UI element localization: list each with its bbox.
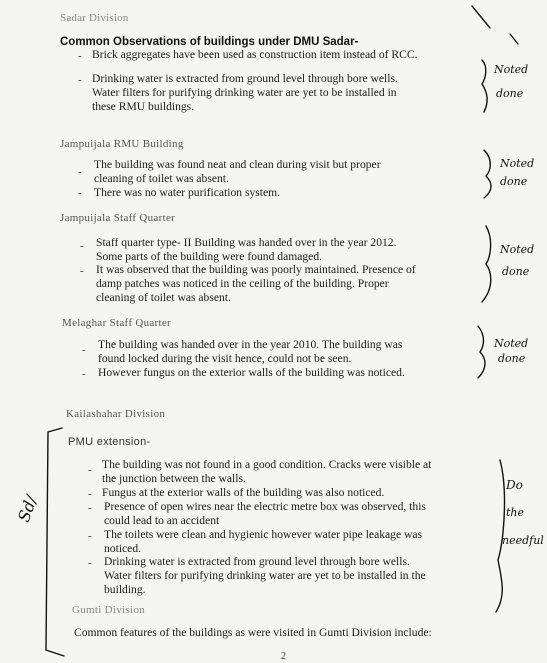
pmu-line-2: the junction between the walls. <box>102 472 246 485</box>
jampuijala-staff-heading: Jampuijala Staff Quarter <box>60 212 176 224</box>
sadar-division-heading: Sadar Division <box>60 12 129 24</box>
sadar-line-4: these RMU buildings. <box>92 100 195 113</box>
handwritten-do: Do <box>506 478 523 492</box>
bullet-dash: - <box>78 74 82 86</box>
pmu-line-3: Fungus at the exterior walls of the building was also noticed. <box>102 486 385 499</box>
bullet-dash: - <box>82 368 86 380</box>
bullet-dash: - <box>82 344 86 356</box>
pmu-line-7: noticed. <box>104 542 142 555</box>
brace-mark <box>482 60 487 112</box>
gumti-division-heading: Gumti Division <box>72 604 145 616</box>
handwritten-done: done <box>502 265 530 278</box>
handwritten-needful: needful <box>502 534 544 547</box>
sadar-line-1: Brick aggregates have been used as construction item instead of RCC. <box>92 48 418 61</box>
bullet-dash: - <box>78 187 82 199</box>
melaghar-line-3: However fungus on the exterior walls of the building was noticed. <box>98 366 405 379</box>
sadar-line-2: Drinking water is extracted from ground level through bore wells. <box>92 72 398 85</box>
gumti-intro: Common features of the buildings as were visited in Gumti Division include: <box>74 626 432 639</box>
pmu-line-8: Drinking water is extracted from ground level through bore wells. <box>104 555 410 568</box>
brace-mark <box>482 226 491 302</box>
jampuijala-staff-line-4: damp patches was noticed in the ceiling of the building. Proper <box>96 277 389 290</box>
handwritten-noted: Noted <box>500 157 535 170</box>
brace-mark <box>478 326 485 378</box>
pmu-line-4: Presence of open wires near the electric metre box was observed, this <box>104 500 426 513</box>
handwritten-noted: Noted <box>494 63 529 76</box>
pmu-extension-heading: PMU extension- <box>68 436 151 448</box>
handwritten-noted: Noted <box>494 337 529 350</box>
bullet-dash: - <box>80 240 84 252</box>
handwritten-margin-mark: Sd/ <box>14 493 41 525</box>
handwritten-noted: Noted <box>500 243 535 256</box>
bullet-dash: - <box>78 50 82 62</box>
tick-mark <box>472 6 490 28</box>
melaghar-line-1: The building was handed over in the year 2010. The building was <box>98 338 403 351</box>
jampuijala-rmu-line-1: The building was found neat and clean during visit but proper <box>94 158 381 171</box>
bullet-dash: - <box>78 166 82 178</box>
bullet-dash: - <box>88 530 92 542</box>
jampuijala-staff-line-2: Some parts of the building were found damaged. <box>96 250 323 263</box>
bracket-mark <box>46 428 64 656</box>
handwritten-done: done <box>500 175 528 188</box>
handwritten-the: the <box>506 506 525 519</box>
jampuijala-rmu-line-2: cleaning of toilet was absent. <box>94 172 229 185</box>
melaghar-staff-heading: Melaghar Staff Quarter <box>62 317 172 329</box>
bullet-dash: - <box>88 488 92 500</box>
handwritten-done: done <box>496 87 524 100</box>
pmu-line-9: Water filters for purifying drinking water are yet to be installed in the <box>104 569 426 582</box>
kailashahar-division-heading: Kailashahar Division <box>66 408 166 420</box>
handwritten-done: done <box>498 352 526 365</box>
jampuijala-staff-line-3: It was observed that the building was poorly maintained. Presence of <box>96 263 416 276</box>
bullet-dash: - <box>88 502 92 514</box>
brace-mark <box>484 150 491 198</box>
melaghar-line-2: found locked during the visit hence, could not be seen. <box>98 352 352 365</box>
jampuijala-rmu-line-3: There was no water purification system. <box>94 186 281 199</box>
brace-mark <box>496 460 504 612</box>
bullet-dash: - <box>88 557 92 569</box>
jampuijala-staff-line-1: Staff quarter type- II Building was handed over in the year 2012. <box>96 236 397 249</box>
sadar-section-heading: Common Observations of buildings under DMU Sadar- <box>60 36 359 48</box>
jampuijala-staff-line-5: cleaning of toilet was absent. <box>96 291 231 304</box>
pmu-line-1: The building was not found in a good condition. Cracks were visible at <box>102 458 432 471</box>
bullet-dash: - <box>88 464 92 476</box>
page-number: 2 <box>281 651 286 662</box>
bullet-dash: - <box>80 265 84 277</box>
jampuijala-rmu-heading: Jampuijala RMU Building <box>60 138 184 150</box>
pmu-line-5: could lead to an accident <box>104 514 220 527</box>
pmu-line-10: building. <box>104 583 146 596</box>
tick-mark <box>510 34 518 44</box>
sadar-line-3: Water filters for purifying drinking water are yet to be installed in <box>92 86 397 99</box>
pmu-line-6: The toilets were clean and hygienic however water pipe leakage was <box>104 528 423 541</box>
